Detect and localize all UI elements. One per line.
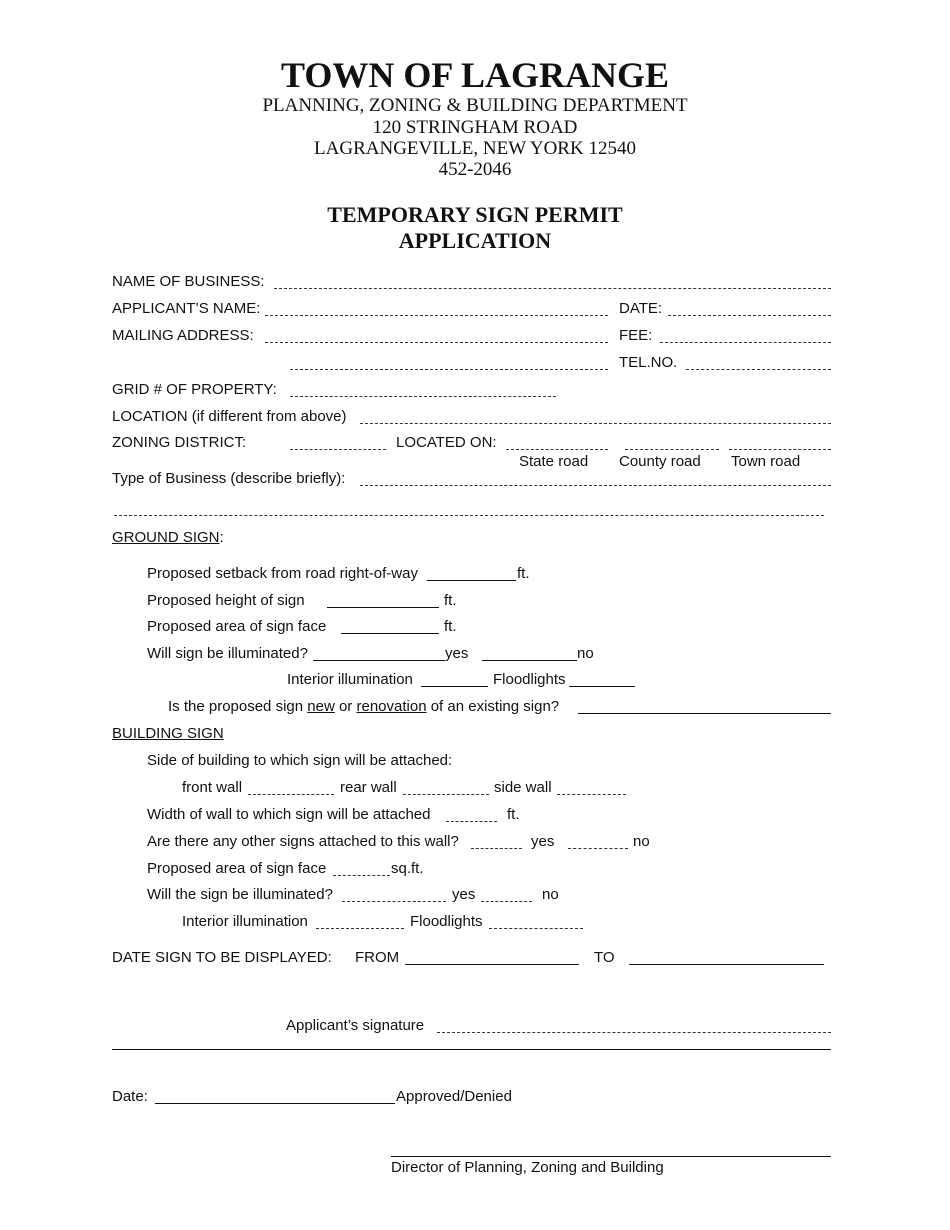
fee-field[interactable] xyxy=(660,342,831,343)
illuminated-no-label: no xyxy=(577,645,594,662)
section-divider xyxy=(112,1049,831,1050)
side-wall-field[interactable] xyxy=(557,794,626,795)
other-signs-yes-label: yes xyxy=(531,833,555,850)
location-field[interactable] xyxy=(360,423,831,424)
setback-unit: ft. xyxy=(517,565,530,582)
floodlights-field[interactable] xyxy=(569,686,635,687)
building-floodlights-label: Floodlights xyxy=(410,913,483,930)
ground-sign-heading xyxy=(112,529,224,546)
illuminated-label: Will sign be illuminated? xyxy=(147,645,308,662)
grid-label: GRID # OF PROPERTY: xyxy=(112,381,277,398)
ground-sign-heading-colon: : xyxy=(219,529,224,546)
question-suffix: of an existing sign? xyxy=(430,698,560,715)
building-area-field[interactable] xyxy=(333,875,390,876)
building-area-label: Proposed area of sign face xyxy=(147,860,327,877)
other-signs-no-field[interactable] xyxy=(568,848,628,849)
illuminated-yes-label: yes xyxy=(445,645,469,662)
area-label: Proposed area of sign face xyxy=(147,618,327,635)
fee-label: FEE: xyxy=(619,327,653,344)
business-type-field[interactable] xyxy=(360,485,831,486)
height-label: Proposed height of sign xyxy=(147,592,305,609)
director-label: Director of Planning, Zoning and Building xyxy=(391,1159,664,1176)
other-signs-label: Are there any other signs attached to this wall? xyxy=(147,833,459,850)
business-name-field[interactable] xyxy=(274,288,831,289)
location-label: LOCATION (if different from above) xyxy=(112,408,347,425)
mailing-address-label: MAILING ADDRESS: xyxy=(112,327,254,344)
tel-label: TEL.NO. xyxy=(619,354,678,371)
mailing-address-field[interactable] xyxy=(265,342,608,343)
wall-width-unit: ft. xyxy=(507,806,520,823)
front-wall-field[interactable] xyxy=(248,794,334,795)
new-or-renovation-field[interactable] xyxy=(578,713,831,714)
phone-number: 452-2046 xyxy=(438,159,512,180)
building-floodlights-field[interactable] xyxy=(489,928,583,929)
director-signature-field[interactable] xyxy=(391,1156,831,1157)
form-title-line2: APPLICATION xyxy=(398,228,552,253)
state-road-label: State road xyxy=(519,453,589,470)
side-of-building-label: Side of building to which sign will be attached: xyxy=(147,752,453,769)
setback-label: Proposed setback from road right-of-way xyxy=(147,565,418,582)
other-signs-no-label: no xyxy=(633,833,650,850)
question-or: or xyxy=(338,698,353,715)
rear-wall-field[interactable] xyxy=(403,794,489,795)
side-wall-label: side wall xyxy=(494,779,552,796)
question-prefix: Is the proposed sign xyxy=(168,698,304,715)
interior-illumination-label: Interior illumination xyxy=(287,671,413,688)
area-unit: ft. xyxy=(444,618,457,635)
date-label: DATE: xyxy=(619,300,663,317)
department-name: PLANNING, ZONING & BUILDING DEPARTMENT xyxy=(262,95,688,116)
rear-wall-label: rear wall xyxy=(340,779,397,796)
business-type-label: Type of Business (describe briefly): xyxy=(112,470,346,487)
wall-width-label: Width of wall to which sign will be attached xyxy=(147,806,431,823)
business-name-label: NAME OF BUSINESS: xyxy=(112,273,265,290)
interior-illumination-field[interactable] xyxy=(421,686,488,687)
new-or-renovation-question xyxy=(168,698,559,715)
illuminated-yes-field[interactable] xyxy=(313,660,445,661)
ground-sign-heading-text: GROUND SIGN xyxy=(112,529,220,546)
other-signs-yes-field[interactable] xyxy=(471,848,522,849)
display-dates-label: DATE SIGN TO BE DISPLAYED: xyxy=(112,949,332,966)
tel-field[interactable] xyxy=(686,369,831,370)
building-illuminated-yes-label: yes xyxy=(452,886,476,903)
height-unit: ft. xyxy=(444,592,457,609)
display-to-label: TO xyxy=(594,949,615,966)
building-sign-heading: BUILDING SIGN xyxy=(112,725,224,742)
building-illuminated-no-field[interactable] xyxy=(481,901,532,902)
town-title: TOWN OF LAGRANGE xyxy=(280,55,670,95)
zoning-field[interactable] xyxy=(290,449,386,450)
display-from-label: FROM xyxy=(355,949,400,966)
building-illuminated-label: Will the sign be illuminated? xyxy=(147,886,333,903)
display-from-field[interactable] xyxy=(405,964,579,965)
building-interior-field[interactable] xyxy=(316,928,404,929)
business-type-field-2[interactable] xyxy=(114,515,824,516)
zoning-label: ZONING DISTRICT: xyxy=(112,434,247,451)
question-renovation: renovation xyxy=(356,698,427,715)
mailing-address-field-2[interactable] xyxy=(290,369,608,370)
address-city: LAGRANGEVILLE, NEW YORK 12540 xyxy=(314,138,636,159)
located-on-label: LOCATED ON: xyxy=(396,434,497,451)
building-illuminated-yes-field[interactable] xyxy=(342,901,446,902)
form-title-line1: TEMPORARY SIGN PERMIT xyxy=(327,202,623,227)
front-wall-label: front wall xyxy=(182,779,243,796)
county-road-field[interactable] xyxy=(625,449,719,450)
state-road-field[interactable] xyxy=(506,449,608,450)
town-road-field[interactable] xyxy=(729,449,831,450)
illuminated-no-field[interactable] xyxy=(482,660,577,661)
office-date-field[interactable] xyxy=(155,1103,395,1104)
office-date-label: Date: xyxy=(112,1088,148,1105)
setback-field[interactable] xyxy=(427,580,516,581)
floodlights-label: Floodlights xyxy=(493,671,566,688)
grid-field[interactable] xyxy=(290,396,556,397)
county-road-label: County road xyxy=(619,453,701,470)
date-field[interactable] xyxy=(668,315,831,316)
signature-label: Applicant’s signature xyxy=(286,1017,425,1034)
height-field[interactable] xyxy=(327,607,439,608)
applicant-name-field[interactable] xyxy=(265,315,608,316)
area-field[interactable] xyxy=(341,633,439,634)
town-road-label: Town road xyxy=(731,453,801,470)
wall-width-field[interactable] xyxy=(446,821,497,822)
building-interior-label: Interior illumination xyxy=(182,913,308,930)
address-street: 120 STRINGHAM ROAD xyxy=(372,117,578,138)
signature-field[interactable] xyxy=(437,1032,831,1033)
building-illuminated-no-label: no xyxy=(542,886,559,903)
building-area-unit: sq.ft. xyxy=(391,860,424,877)
display-to-field[interactable] xyxy=(629,964,824,965)
approved-denied-label: Approved/Denied xyxy=(396,1088,512,1105)
question-new: new xyxy=(307,698,335,715)
applicant-name-label: APPLICANT’S NAME: xyxy=(112,300,261,317)
